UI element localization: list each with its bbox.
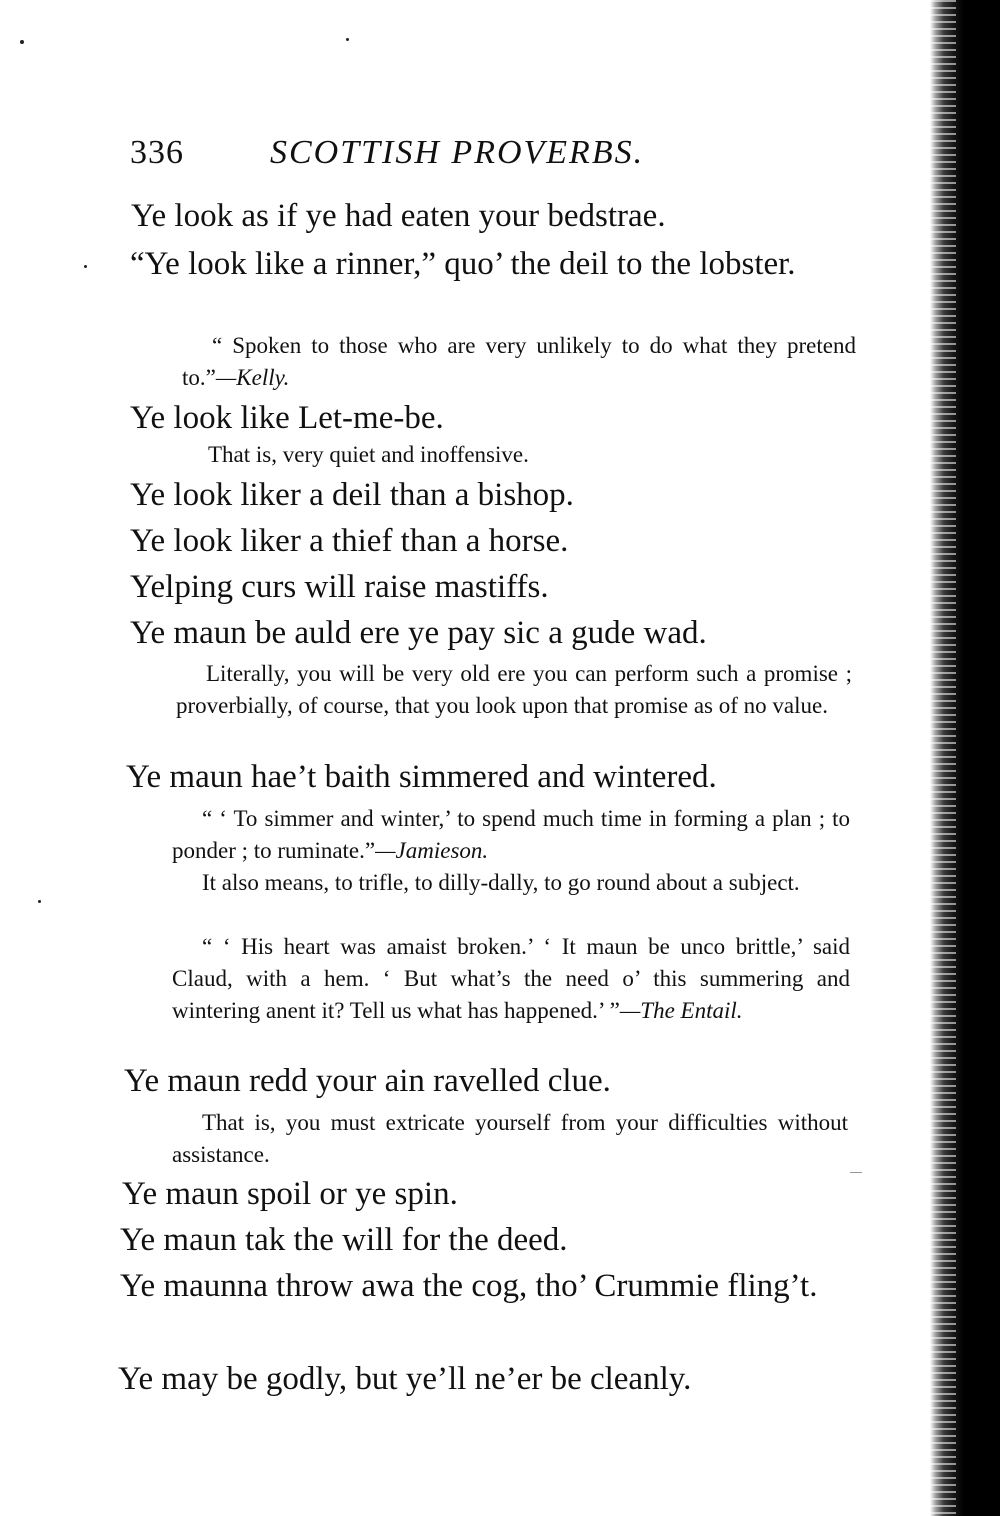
proverb-entry: Ye maun be auld ere ye pay sic a gude wad. <box>130 615 707 651</box>
scan-speck <box>346 38 349 41</box>
proverb-entry: Ye maunna throw awa the cog, tho’ Crummie fling’t. <box>120 1268 818 1304</box>
proverb-note <box>182 330 856 394</box>
running-header <box>130 128 830 178</box>
proverb-entry: Ye look liker a thief than a horse. <box>130 523 569 559</box>
proverb-entry: Ye maun redd your ain ravelled clue. <box>124 1063 611 1099</box>
proverb-note <box>172 803 850 867</box>
note-attribution: —Jamieson. <box>375 838 489 863</box>
note-attribution: —Kelly. <box>215 365 290 390</box>
proverb-entry: Ye may be godly, but ye’ll ne’er be cleanly. <box>118 1361 692 1397</box>
proverb-entry: Ye maun hae’t baith simmered and wintered. <box>126 759 717 795</box>
page-number: 336 <box>130 134 184 171</box>
proverb-entry: Yelping curs will raise mastiffs. <box>130 569 549 605</box>
scan-speck <box>20 40 24 44</box>
proverb-entry: Ye look liker a deil than a bishop. <box>130 477 574 513</box>
note-text: “ ‘ To simmer and winter,’ to spend much time in forming a plan ; to ponder ; to ruminate.” <box>172 806 850 863</box>
proverb-entry: “Ye look like a rinner,” quo’ the deil to the lobster. <box>130 246 796 282</box>
note-text: “ Spoken to those who are very unlikely to do what they pretend to.” <box>182 333 856 390</box>
scan-speck <box>84 265 87 268</box>
proverb-entry: Ye look like Let-me-be. <box>130 400 444 436</box>
scan-speck <box>38 900 41 903</box>
note-attribution: —The Entail. <box>619 998 743 1023</box>
proverb-note: That is, very quiet and inoffensive. <box>208 442 529 467</box>
proverb-note: Literally, you will be very old ere you can perform such a promise ; proverbially, of course, that you look upon that promise as of no value. <box>176 661 852 718</box>
proverb-entry: Ye maun tak the will for the deed. <box>120 1222 568 1258</box>
proverb-note: That is, you must extricate yourself from your difficulties without assistance. <box>172 1110 848 1167</box>
scan-mark <box>850 1172 862 1173</box>
running-title: SCOTTISH PROVERBS. <box>270 134 645 171</box>
proverb-note: It also means, to trifle, to dilly-dally, to go round about a subject. <box>202 870 800 895</box>
proverb-entry: Ye look as if ye had eaten your bedstrae. <box>131 198 666 234</box>
proverb-entry: Ye maun spoil or ye spin. <box>122 1176 458 1212</box>
scanned-binding-edge <box>930 0 1000 1516</box>
note-text: “ ‘ His heart was amaist broken.’ ‘ It maun be unco brittle,’ said Claud, with a hem. ‘ But what’s the need o’ this summering and wintering anent it? Tell us what has happened.’ ” <box>172 934 850 1023</box>
proverb-note <box>172 931 850 1027</box>
